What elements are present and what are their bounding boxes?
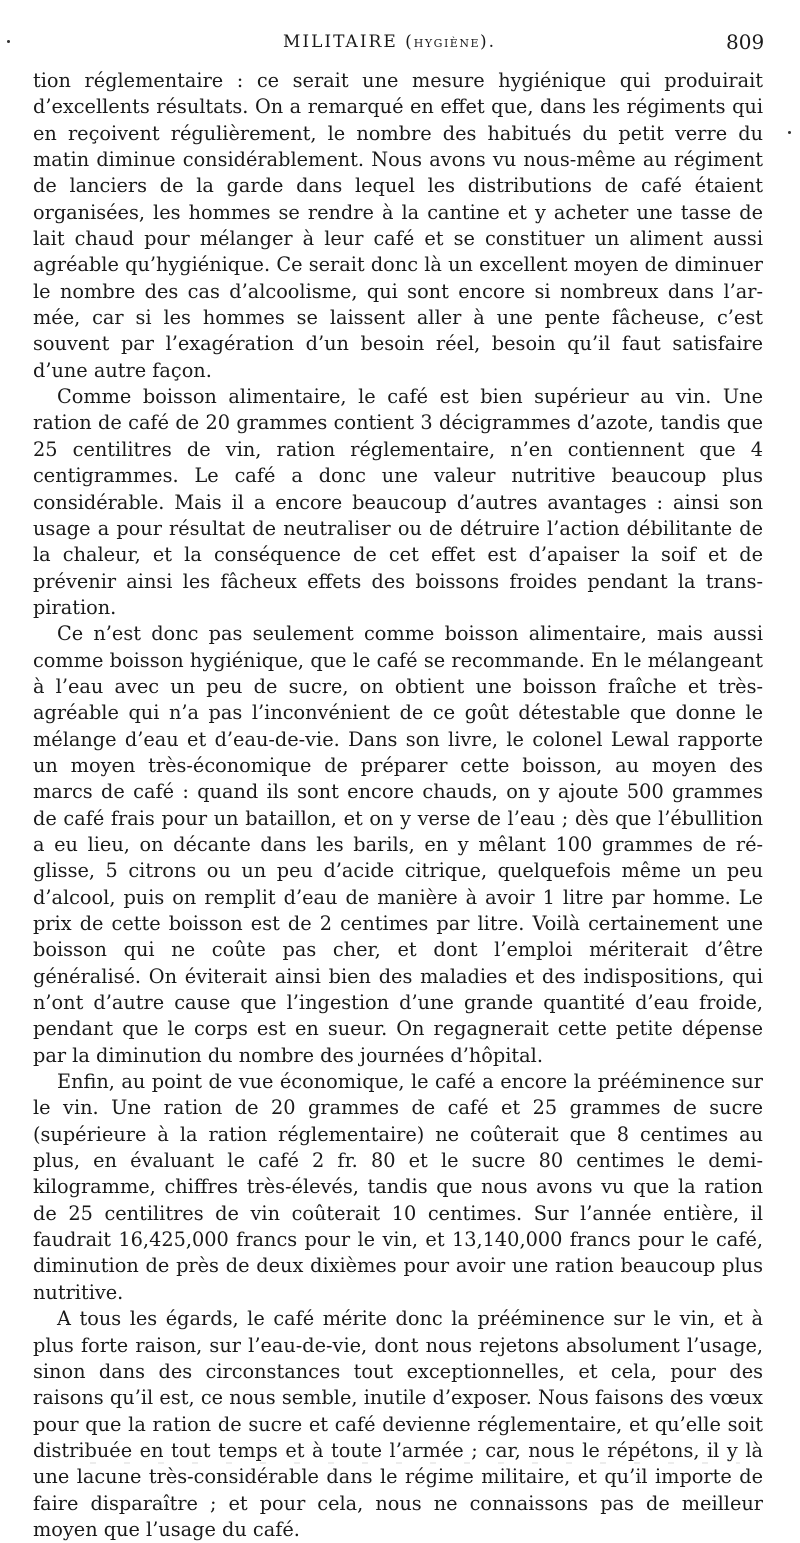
margin-speck [788,131,791,134]
paragraph: A tous les égards, le café mérite donc la prééminence sur le vin, et à plus forte raison, sur l’eau-de-vie, dont nous rejetons absolument l’usage, sinon dans des circonstances tout exceptionnelles, et cela, pour des raisons qu’il est, ce nous semble, inutile d’exposer. Nous faisons des vœux pour que la ration de sucre et café devienne réglementaire, et qu’elle soit distribuée en tout temps et à toute l’armée ; car, nous le répétons, il y là une lacune très-considérable dans le régime militaire, et qu’il importe de faire disparaître ; et pour cela, nous ne connaissons pas de meilleur moyen que l’usage du café. [33,1307,763,1541]
running-title: MILITAIRE (HYGIÈNE). [283,32,497,52]
paragraph-continued: tion réglementaire : ce serait une mesure hygiénique qui produirait d’excellents résultats. On a remarqué en effet que, dans les régiments qui en reçoivent régulièrement, le nombre des habitués du petit verre du matin diminue considérablement. Nous avons vu nous-même au régiment de lanciers de la garde dans lequel les distributions de café étaient organisées, les hommes se rendre à la cantine et y acheter une tasse de lait chaud pour mélanger à leur café et se constituer un aliment aussi agréable qu’hygiénique. Ce serait donc là un excellent moyen de diminuer le nombre des cas d’alcoolisme, qui sont encore si nombreux dans l’armée, car si les hommes se laissent aller à une pente fâcheuse, c’est souvent par l’exagération d’un besoin réel, besoin qu’il faut satisfaire d’une autre façon. [33,69,763,382]
running-title-main: MILITAIRE [283,32,398,52]
paragraph: Ce n’est donc pas seulement comme boisson alimentaire, mais aussi comme boisson hygiénique, que le café se recommande. En le mélangeant à l’eau avec un peu de sucre, on obtient une boisson fraîche et très-agréable qui n’a pas l’inconvénient de ce goût détestable que donne le mélange d’eau et d’eau-de-vie. Dans son livre, le colonel Lewal rapporte un moyen très-économique de préparer cette boisson, au moyen des marcs de café : quand ils sont encore chauds, on y ajoute 500 grammes de café frais pour un bataillon, et on y verse de l’eau ; dès que l’ébullition a eu lieu, on décante dans les barils, en y mêlant 100 grammes de réglisse, 5 citrons ou un peu d’acide citrique, quelquefois même un peu d’alcool, puis on remplit d’eau de manière à avoir 1 litre par homme. Le prix de cette boisson est de 2 centimes par litre. Voilà certainement une boisson qui ne coûte pas cher, et dont l’emploi mériterait d’être généralisé. On éviterait ainsi bien des maladies et des indispositions, qui n’ont d’autre cause que l’ingestion d’une grande quantité d’eau froide, pendant que le corps est en sueur. On regagnerait cette petite dépense par la diminution du nombre des journées d’hôpital. [33,622,763,1067]
paragraph: Comme boisson alimentaire, le café est bien supérieur au vin. Une ration de café de 20 grammes contient 3 décigrammes d’azote, tandis que 25 centilitres de vin, ration réglementaire, n’en contiennent que 4 centigrammes. Le café a donc une valeur nutritive beaucoup plus considérable. Mais il a encore beaucoup d’autres avantages : ainsi son usage a pour résultat de neutraliser ou de détruire l’action débilitante de la chaleur, et la conséquence de cet effet est d’apaiser la soif et de prévenir ainsi les fâcheux effets des boissons froides pendant la transpiration. [33,385,763,619]
running-title-sub: HYGIÈNE [413,37,480,50]
page-number: 809 [726,30,765,54]
footer-scan-noise [90,1462,740,1464]
body-text [33,68,763,1543]
page-header [0,30,800,60]
paragraph: Enfin, au point de vue économique, le café a encore la prééminence sur le vin. Une ration de 20 grammes de café et 25 grammes de sucre (supérieure à la ration réglementaire) ne coûterait que 8 centimes au plus, en évaluant le café 2 fr. 80 et le sucre 80 centimes le demi-kilogramme, chiffres très-élevés, tandis que nous avons vu que la ration de 25 centilitres de vin coûterait 10 centimes. Sur l’année entière, il faudrait 16,425,000 francs pour le vin, et 13,140,000 francs pour le café, diminution de près de deux dixièmes pour avoir une ration beaucoup plus nutritive. [33,1070,763,1304]
